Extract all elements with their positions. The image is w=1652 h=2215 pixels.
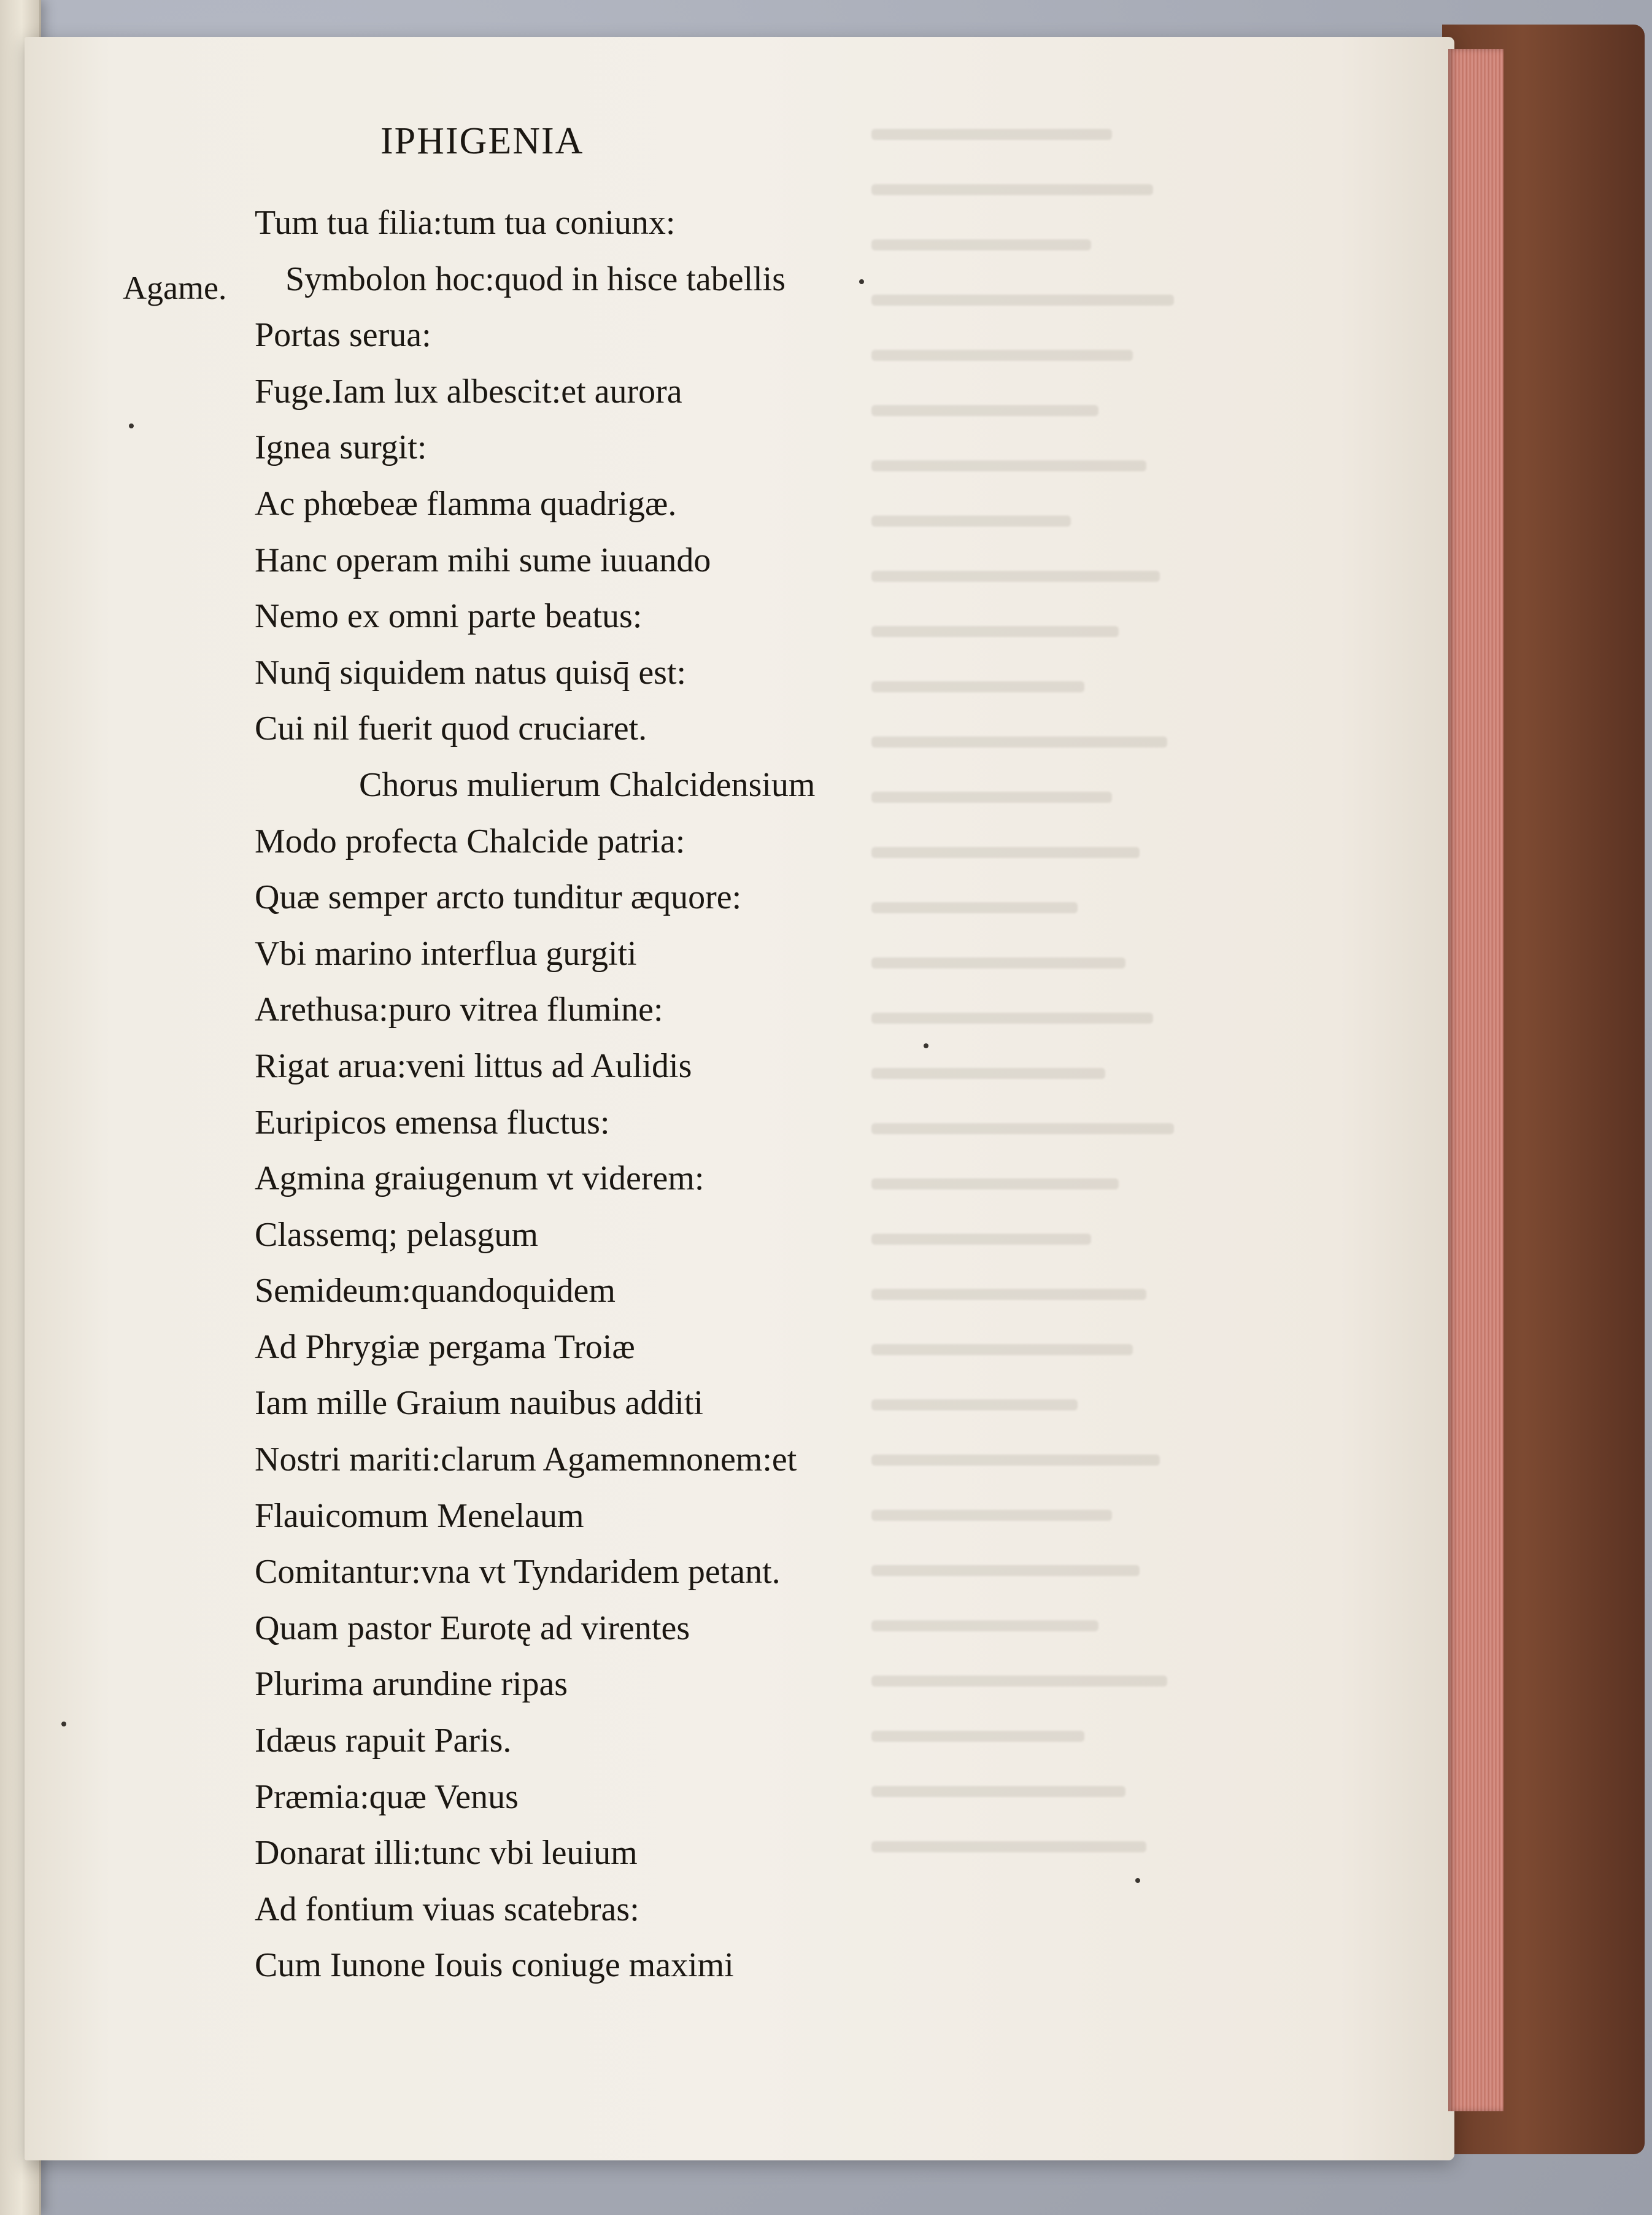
verse-line: Nemo ex omni parte beatus:: [255, 597, 643, 636]
verse-line: Cum Iunone Iouis coniuge maximi: [255, 1946, 734, 1985]
verse-line: Modo profecta Chalcide patria:: [255, 822, 685, 860]
verse-line: Tum tua filia:tum tua coniunx:: [255, 204, 676, 242]
verse-line: Flauicomum Menelaum: [255, 1496, 584, 1535]
verse-line: Quæ semper arcto tunditur æquore:: [255, 878, 742, 917]
verse-line: Plurima arundine ripas: [255, 1665, 568, 1704]
speaker-label: Agame.: [123, 269, 227, 306]
verse-line: Semideum:quandoquidem: [255, 1272, 616, 1310]
ink-speck: [859, 279, 864, 284]
verse-line: Præmia:quæ Venus: [255, 1777, 519, 1816]
ink-speck: [129, 423, 134, 428]
verse-line: Portas serua:: [255, 316, 431, 355]
verse-line: Symbolon hoc:quod in hisce tabellis: [285, 260, 786, 298]
verse-line: Donarat illi:tunc vbi leuium: [255, 1834, 638, 1873]
verse-line: Quam pastor Eurotę ad virentes: [255, 1609, 690, 1647]
verse-line: Rigat arua:veni littus ad Aulidis: [255, 1046, 692, 1085]
verse-line: Ignea surgit:: [255, 428, 427, 467]
verse-line: Cui nil fuerit quod cruciaret.: [255, 709, 647, 748]
verse-line: Classemq; pelasgum: [255, 1215, 538, 1254]
verse-line: Ad fontium viuas scatebras:: [255, 1890, 639, 1928]
verse-line: Nunq̄ siquidem natus quisq̄ est:: [255, 653, 687, 692]
ink-speck: [924, 1043, 928, 1048]
running-head: IPHIGENIA: [380, 120, 584, 162]
verse-line: Iam mille Graium nauibus additi: [255, 1384, 703, 1423]
page-fore-edge: [1448, 49, 1503, 2111]
verse-line: Ad Phrygiæ pergama Troiæ: [255, 1328, 635, 1366]
ink-speck: [61, 1722, 66, 1726]
verse-line: Ac phœbeæ flamma quadrigæ.: [255, 484, 677, 523]
verse-line: Hanc operam mihi sume iuuando: [255, 541, 711, 579]
verse-line: Idæus rapuit Paris.: [255, 1722, 512, 1760]
verse-line: Nostri mariti:clarum Agamemnonem:et: [255, 1440, 797, 1479]
verse-line: Comitantur:vna vt Tyndaridem petant.: [255, 1553, 781, 1591]
verse-line: Euripicos emensa fluctus:: [255, 1103, 610, 1142]
ink-speck: [1135, 1878, 1140, 1883]
verse-line: Arethusa:puro vitrea flumine:: [255, 991, 663, 1029]
verse-line: Vbi marino interflua gurgiti: [255, 934, 637, 973]
verse-line: Fuge.Iam lux albescit:et aurora: [255, 372, 682, 411]
verse-line: Agmina graiugenum vt viderem:: [255, 1159, 704, 1198]
chorus-heading: Chorus mulierum Chalcidensium: [359, 765, 816, 804]
verse-block: [255, 195, 991, 1994]
